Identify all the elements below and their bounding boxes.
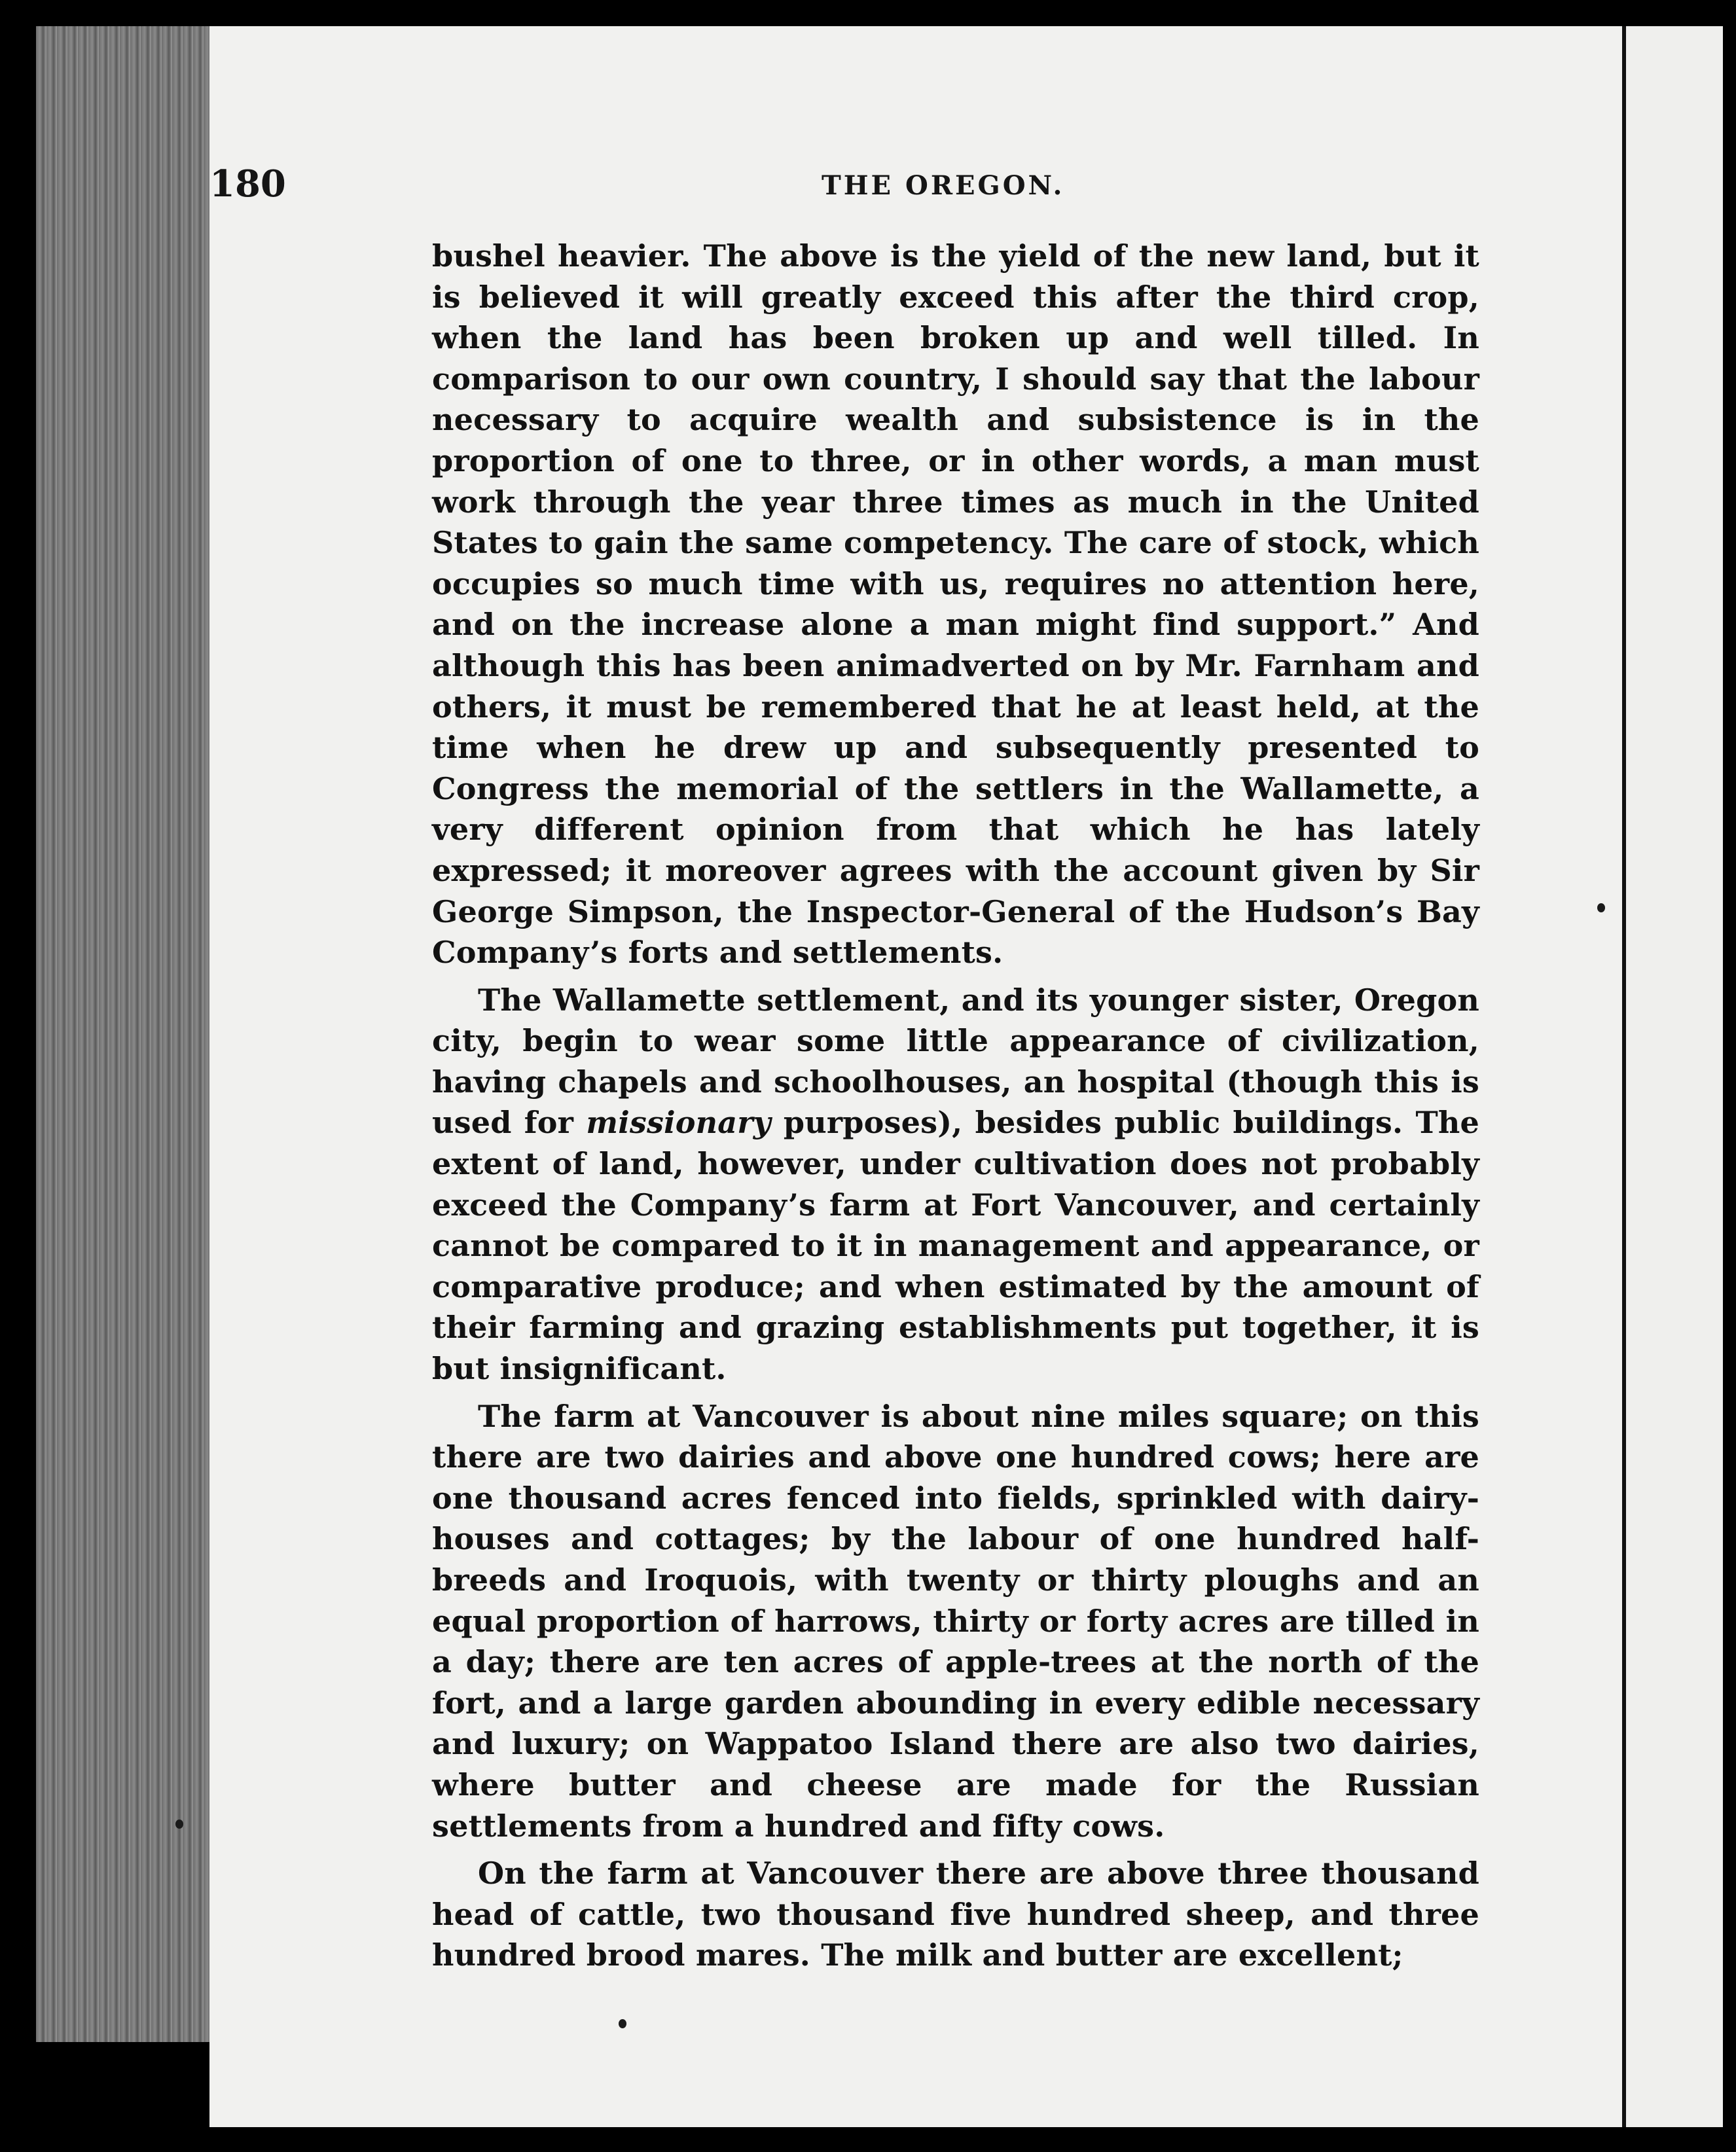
margin-speck: [175, 1820, 183, 1829]
paragraph-2-italic: missionary: [586, 1105, 771, 1141]
paragraph-1-text: bushel heavier. The above is the yield of the new land, but it is believed it will greatly exceed this after the third crop, when the land has been broken up and well tilled. In comparison to our own country, I should say that the labour necessary to acquire wealth and subsistence is in the proportion of one to three, or in other words, a man must work through the year three times as much in the United States to gain the same competency. The care of stock, which occupies so much time with us, requires no attention here, and on the increase alone a man might find support.” And although this has been animadverted on by Mr. Farnham and others, it must be remembered that he at least held, at the time when he drew up and subsequently presented to Congress the memorial of the settlers in the Wallamette, a very different opinion from that which he has lately expressed; it moreover agrees with the account given by Sir George Simpson, the Inspector-General of the Hudson’s Bay Company’s forts and settlements.: [432, 238, 1479, 971]
paragraph-4: [432, 1853, 1479, 1976]
paragraph-3-text: The farm at Vancouver is about nine miles square; on this there are two dairies and above one hundred cows; here are one thousand acres fenced into fields, sprinkled with dairy-houses and cottages; by the labour of one hundred half-breeds and Iroquois, with twenty or thirty ploughs and an equal proportion of harrows, thirty or forty acres are tilled in a day; there are ten acres of apple-trees at the north of the fort, and a large garden abounding in every edible necessary and luxury; on Wappatoo Island there are also two dairies, where butter and cheese are made for the Russian settlements from a hundred and fifty cows.: [432, 1398, 1479, 1844]
margin-speck: [619, 2019, 626, 2028]
paragraph-2-text-b: purposes), besides public buildings. The extent of land, however, under cultivation does not probably exceed the Company’s farm at Fort Vancouver, and certainly cannot be compared to it in management and appearance, or comparative produce; and when estimated by the amount of their farming and grazing establishments put together, it is but insignificant.: [432, 1105, 1479, 1387]
page-number: 180: [209, 162, 286, 206]
paragraph-2-text-a: The Wallamette settlement, and its younger sister, Oregon city, begin to wear some little appearance of civilization, having chapels and schoolhouses, an hospital (though this is used for: [432, 982, 1479, 1141]
paragraph-3: [432, 1396, 1479, 1847]
page-edge-stack: [36, 26, 213, 2042]
page-body: [432, 236, 1479, 1976]
paragraph-2: [432, 980, 1479, 1390]
paragraph-1: [432, 236, 1479, 973]
margin-speck: [1597, 903, 1605, 912]
paragraph-4-text: On the farm at Vancouver there are above three thousand head of cattle, two thousand five hundred sheep, and three hundred brood mares. The milk and butter are excellent;: [432, 1856, 1479, 1973]
facing-page-margin: [1626, 26, 1723, 2127]
running-title: THE OREGON.: [822, 170, 1065, 201]
